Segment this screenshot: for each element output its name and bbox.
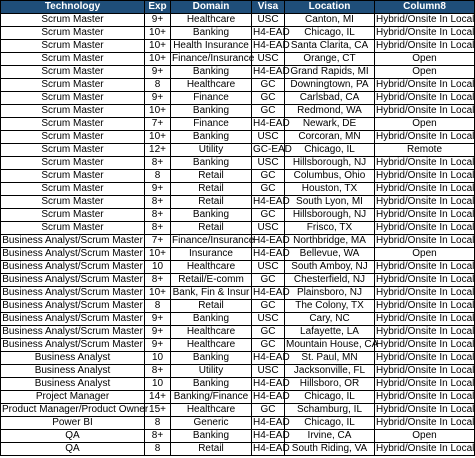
- cell-column8[interactable]: Open: [375, 53, 475, 66]
- cell-location[interactable]: Chicago, IL: [285, 391, 375, 404]
- table-row: [1, 105, 475, 118]
- cell-technology[interactable]: Scrum Master: [1, 66, 145, 79]
- cell-column8[interactable]: Hybrid/Onsite In Local: [376, 391, 475, 402]
- cell-column8[interactable]: Hybrid/Onsite In Local: [376, 27, 475, 38]
- cell-technology[interactable]: Scrum Master: [1, 27, 145, 40]
- cell-visa[interactable]: GC: [252, 339, 285, 352]
- cell-visa[interactable]: GC: [252, 274, 285, 287]
- cell-domain[interactable]: Healthcare: [171, 261, 252, 274]
- cell-exp[interactable]: 8+: [145, 209, 171, 222]
- cell-visa[interactable]: GC: [252, 170, 285, 183]
- cell-column8[interactable]: Hybrid/Onsite In Local: [376, 170, 475, 181]
- cell-domain[interactable]: Banking: [171, 105, 252, 118]
- cell-visa[interactable]: GC: [252, 183, 285, 196]
- cell-column8[interactable]: Hybrid/Onsite In Local: [376, 222, 475, 233]
- cell-visa[interactable]: USC: [252, 365, 285, 378]
- cell-domain[interactable]: Healthcare: [171, 79, 252, 92]
- cell-location[interactable]: Bellevue, WA: [285, 248, 375, 261]
- table-row: [1, 391, 475, 404]
- cell-domain[interactable]: Retail: [171, 222, 252, 235]
- table-row: [1, 339, 475, 352]
- cell-column8[interactable]: Hybrid/Onsite In Local: [376, 79, 475, 90]
- cell-exp[interactable]: 15+: [145, 404, 171, 417]
- cell-visa[interactable]: H4-EAD: [253, 287, 290, 298]
- table-row: [1, 222, 475, 235]
- cell-exp[interactable]: 9+: [145, 183, 171, 196]
- cell-technology[interactable]: Project Manager: [1, 391, 145, 404]
- cell-technology[interactable]: Business Analyst/Scrum Master: [2, 248, 143, 259]
- cell-exp[interactable]: 14+: [145, 391, 171, 404]
- cell-domain[interactable]: Healthcare: [171, 404, 252, 417]
- cell-exp[interactable]: 8+: [145, 222, 171, 235]
- cell-technology[interactable]: Business Analyst: [1, 365, 145, 378]
- table-row: [1, 40, 475, 53]
- cell-domain[interactable]: Retail: [171, 443, 252, 456]
- cell-technology[interactable]: Scrum Master: [1, 53, 145, 66]
- cell-visa[interactable]: USC: [252, 131, 285, 144]
- cell-column8[interactable]: Hybrid/Onsite In Local: [376, 40, 475, 51]
- cell-technology[interactable]: Business Analyst/Scrum Master: [2, 300, 143, 311]
- table-row: [1, 14, 475, 27]
- cell-location[interactable]: Hillsboro, OR: [285, 378, 375, 391]
- cell-location[interactable]: Columbus, Ohio: [285, 170, 375, 183]
- cell-visa[interactable]: H4-EAD: [253, 443, 290, 454]
- table-row: [1, 274, 475, 287]
- table-row: [1, 235, 475, 248]
- table-row: [1, 144, 475, 157]
- cell-domain[interactable]: Retail: [171, 300, 252, 313]
- table-row: [1, 53, 475, 66]
- cell-technology[interactable]: Scrum Master: [1, 40, 145, 53]
- cell-visa[interactable]: GC: [252, 105, 285, 118]
- cell-location[interactable]: South Riding, VA: [285, 443, 375, 456]
- cell-technology[interactable]: QA: [1, 443, 145, 456]
- column-header-exp[interactable]: Exp: [145, 1, 171, 14]
- cell-visa[interactable]: H4-EAD: [253, 196, 290, 207]
- cell-visa[interactable]: GC: [252, 326, 285, 339]
- cell-visa[interactable]: H4-EAD: [253, 391, 290, 402]
- cell-exp[interactable]: 9+: [145, 66, 171, 79]
- table-row: [1, 157, 475, 170]
- cell-technology[interactable]: Scrum Master: [1, 92, 145, 105]
- cell-technology[interactable]: Business Analyst: [1, 378, 145, 391]
- cell-exp[interactable]: 8: [145, 300, 171, 313]
- cell-visa[interactable]: H4-EAD: [253, 66, 290, 77]
- cell-exp[interactable]: 10+: [145, 40, 171, 53]
- cell-exp[interactable]: 10: [145, 261, 171, 274]
- cell-technology[interactable]: Business Analyst/Scrum Master: [2, 287, 143, 298]
- cell-exp[interactable]: 10+: [145, 287, 171, 300]
- cell-location[interactable]: Jacksonville, FL: [285, 365, 375, 378]
- cell-location[interactable]: Houston, TX: [285, 183, 375, 196]
- cell-technology[interactable]: Business Analyst/Scrum Master: [2, 274, 143, 285]
- column-header-technology[interactable]: Technology: [1, 1, 145, 14]
- cell-technology[interactable]: Scrum Master: [1, 170, 145, 183]
- table-body: [1, 14, 475, 456]
- cell-technology[interactable]: Scrum Master: [1, 209, 145, 222]
- cell-location[interactable]: Chicago, IL: [285, 144, 375, 157]
- cell-technology[interactable]: Business Analyst/Scrum Master: [2, 235, 143, 246]
- cell-column8[interactable]: Hybrid/Onsite In Local: [376, 443, 475, 454]
- cell-exp[interactable]: 10+: [145, 53, 171, 66]
- cell-column8[interactable]: Hybrid/Onsite In Local: [376, 92, 475, 103]
- cell-location[interactable]: Corcoran, MN: [285, 131, 375, 144]
- cell-exp[interactable]: 8: [145, 443, 171, 456]
- cell-domain[interactable]: Finance/Insurance: [172, 235, 255, 246]
- cell-visa[interactable]: H4-EAD: [253, 417, 290, 428]
- cell-location[interactable]: Downingtown, PA: [285, 79, 375, 92]
- table-row: [1, 118, 475, 131]
- cell-exp[interactable]: 9+: [145, 92, 171, 105]
- table-row: [1, 131, 475, 144]
- cell-domain[interactable]: Healthcare: [171, 14, 252, 27]
- cell-domain[interactable]: Utility: [171, 365, 252, 378]
- cell-visa[interactable]: GC-EAD: [253, 144, 292, 155]
- cell-domain[interactable]: Retail: [171, 183, 252, 196]
- cell-technology[interactable]: Business Analyst/Scrum Master: [2, 261, 143, 272]
- cell-column8[interactable]: Hybrid/Onsite In Local: [376, 131, 475, 142]
- cell-technology[interactable]: QA: [1, 430, 145, 443]
- cell-domain[interactable]: Banking: [171, 131, 252, 144]
- cell-technology[interactable]: Scrum Master: [1, 118, 145, 131]
- cell-column8[interactable]: Hybrid/Onsite In Local: [376, 157, 475, 168]
- cell-column8[interactable]: Hybrid/Onsite In Local: [376, 313, 475, 324]
- cell-column8[interactable]: Hybrid/Onsite In Local: [376, 365, 475, 376]
- cell-visa[interactable]: GC: [252, 404, 285, 417]
- cell-location[interactable]: Plainsboro, NJ: [285, 287, 375, 300]
- cell-exp[interactable]: 8+: [145, 157, 171, 170]
- cell-exp[interactable]: 12+: [145, 144, 171, 157]
- cell-column8[interactable]: Hybrid/Onsite In Local: [376, 417, 475, 428]
- cell-location[interactable]: South Lyon, MI: [285, 196, 375, 209]
- cell-location[interactable]: Redmond, WA: [285, 105, 375, 118]
- cell-visa[interactable]: GC: [252, 209, 285, 222]
- table-row: [1, 27, 475, 40]
- cell-domain[interactable]: Banking: [171, 313, 252, 326]
- cell-location[interactable]: Hillsborough, NJ: [285, 209, 375, 222]
- cell-location[interactable]: Santa Clarita, CA: [285, 40, 375, 53]
- table-row: [1, 300, 475, 313]
- cell-technology[interactable]: Business Analyst/Scrum Master: [2, 339, 143, 350]
- cell-location[interactable]: Schamburg, IL: [285, 404, 375, 417]
- cell-exp[interactable]: 10+: [145, 27, 171, 40]
- cell-technology[interactable]: Business Analyst: [1, 352, 145, 365]
- cell-domain[interactable]: Healthcare: [171, 326, 252, 339]
- cell-column8[interactable]: Open: [375, 66, 475, 79]
- cell-domain[interactable]: Retail: [171, 170, 252, 183]
- cell-technology[interactable]: Scrum Master: [1, 183, 145, 196]
- cell-exp[interactable]: 10+: [145, 248, 171, 261]
- column-header-domain[interactable]: Domain: [171, 1, 252, 14]
- cell-exp[interactable]: 10+: [145, 131, 171, 144]
- cell-domain[interactable]: Banking: [171, 27, 252, 40]
- cell-column8[interactable]: Hybrid/Onsite In Local: [376, 235, 475, 246]
- cell-domain[interactable]: Banking: [171, 66, 252, 79]
- cell-visa[interactable]: USC: [252, 222, 285, 235]
- cell-location[interactable]: Cary, NC: [285, 313, 375, 326]
- cell-domain[interactable]: Banking: [171, 352, 252, 365]
- cell-domain[interactable]: Finance/Insurance: [172, 53, 255, 64]
- cell-domain[interactable]: Utility: [171, 144, 252, 157]
- cell-column8[interactable]: Hybrid/Onsite In Local: [376, 196, 475, 207]
- cell-technology[interactable]: Scrum Master: [1, 222, 145, 235]
- cell-location[interactable]: Newark, DE: [285, 118, 375, 131]
- cell-exp[interactable]: 8: [145, 170, 171, 183]
- cell-domain[interactable]: Finance: [171, 118, 252, 131]
- cell-column8[interactable]: Hybrid/Onsite In Local: [376, 326, 475, 337]
- cell-column8[interactable]: Open: [375, 118, 475, 131]
- cell-location[interactable]: Hillsborough, NJ: [285, 157, 375, 170]
- cell-exp[interactable]: 7+: [145, 235, 171, 248]
- table-row: [1, 430, 475, 443]
- cell-location[interactable]: St. Paul, MN: [285, 352, 375, 365]
- cell-exp[interactable]: 10+: [145, 105, 171, 118]
- cell-domain[interactable]: Retail/E-comm: [171, 274, 252, 287]
- cell-technology[interactable]: Scrum Master: [1, 105, 145, 118]
- cell-exp[interactable]: 9+: [145, 326, 171, 339]
- cell-column8[interactable]: Open: [375, 248, 475, 261]
- cell-visa[interactable]: H4-EAD: [253, 378, 290, 389]
- cell-column8[interactable]: Hybrid/Onsite In Local: [376, 274, 475, 285]
- cell-domain[interactable]: Banking/Finance: [171, 391, 252, 404]
- table-header: [1, 1, 475, 14]
- cell-location[interactable]: Orange, CT: [285, 53, 375, 66]
- table-row: [1, 287, 475, 300]
- table-row: [1, 365, 475, 378]
- column-header-visa[interactable]: Visa: [252, 1, 285, 14]
- cell-column8[interactable]: Hybrid/Onsite In Local: [376, 300, 475, 311]
- cell-location[interactable]: South Amboy, NJ: [285, 261, 375, 274]
- table-row: [1, 443, 475, 456]
- table-row: [1, 92, 475, 105]
- table-row: [1, 66, 475, 79]
- table-row: [1, 417, 475, 430]
- cell-exp[interactable]: 9+: [145, 339, 171, 352]
- cell-technology[interactable]: Business Analyst/Scrum Master: [2, 326, 143, 337]
- table-row: [1, 183, 475, 196]
- cell-visa[interactable]: USC: [252, 313, 285, 326]
- cell-column8[interactable]: Hybrid/Onsite In Local: [376, 209, 475, 220]
- cell-column8[interactable]: Open: [375, 430, 475, 443]
- cell-exp[interactable]: 8+: [145, 430, 171, 443]
- cell-domain[interactable]: Health Insurance: [171, 40, 252, 53]
- cell-domain[interactable]: Healthcare: [171, 339, 252, 352]
- table-row: [1, 404, 475, 417]
- cell-domain[interactable]: Banking: [171, 430, 252, 443]
- cell-visa[interactable]: USC: [252, 53, 285, 66]
- cell-exp[interactable]: 8+: [145, 274, 171, 287]
- cell-column8[interactable]: Hybrid/Onsite In Local: [376, 14, 475, 25]
- cell-visa[interactable]: USC: [252, 14, 285, 27]
- cell-visa[interactable]: H4-EAD: [253, 40, 290, 51]
- cell-column8[interactable]: Hybrid/Onsite In Local: [376, 287, 475, 298]
- cell-column8[interactable]: Hybrid/Onsite In Local: [376, 261, 475, 272]
- column-header-location[interactable]: Location: [285, 1, 375, 14]
- cell-location[interactable]: Frisco, TX: [285, 222, 375, 235]
- cell-visa[interactable]: H4-EAD: [253, 248, 290, 259]
- cell-location[interactable]: Northbridge, MA: [285, 235, 375, 248]
- cell-visa[interactable]: H4-EAD: [253, 235, 290, 246]
- cell-technology[interactable]: Business Analyst/Scrum Master: [2, 313, 143, 324]
- cell-exp[interactable]: 8: [145, 417, 171, 430]
- cell-visa[interactable]: H4-EAD: [253, 118, 290, 129]
- cell-technology[interactable]: Scrum Master: [1, 79, 145, 92]
- cell-domain[interactable]: Bank, Fin & Insur: [171, 287, 252, 300]
- cell-column8[interactable]: Remote: [375, 144, 475, 157]
- cell-location[interactable]: Chicago, IL: [285, 27, 375, 40]
- cell-visa[interactable]: GC: [252, 300, 285, 313]
- table-row: [1, 248, 475, 261]
- header-row: [1, 1, 475, 14]
- table-row: [1, 261, 475, 274]
- cell-exp[interactable]: 9+: [145, 14, 171, 27]
- cell-visa[interactable]: H4-EAD: [253, 352, 290, 363]
- table-row: [1, 196, 475, 209]
- table-row: [1, 209, 475, 222]
- table-row: [1, 313, 475, 326]
- cell-location[interactable]: Chesterfield, NJ: [285, 274, 375, 287]
- cell-technology[interactable]: Scrum Master: [1, 131, 145, 144]
- cell-location[interactable]: Chicago, IL: [285, 417, 375, 430]
- cell-exp[interactable]: 10: [145, 378, 171, 391]
- cell-exp[interactable]: 7+: [145, 118, 171, 131]
- cell-column8[interactable]: Hybrid/Onsite In Local: [376, 378, 475, 389]
- cell-location[interactable]: Carlsbad, CA: [285, 92, 375, 105]
- cell-visa[interactable]: USC: [252, 261, 285, 274]
- cell-domain[interactable]: Insurance: [171, 248, 252, 261]
- table-row: [1, 326, 475, 339]
- cell-exp[interactable]: 8+: [145, 196, 171, 209]
- cell-technology[interactable]: Scrum Master: [1, 157, 145, 170]
- cell-visa[interactable]: USC: [252, 157, 285, 170]
- cell-location[interactable]: Canton, MI: [285, 14, 375, 27]
- cell-column8[interactable]: Hybrid/Onsite In Local: [376, 352, 475, 363]
- cell-visa[interactable]: GC: [252, 79, 285, 92]
- cell-exp[interactable]: 8: [145, 79, 171, 92]
- cell-visa[interactable]: H4-EAD: [253, 430, 290, 441]
- table-row: [1, 378, 475, 391]
- cell-technology[interactable]: Power BI: [1, 417, 145, 430]
- cell-location[interactable]: Mountain House, CA: [286, 339, 379, 350]
- cell-column8[interactable]: Hybrid/Onsite In Local: [376, 404, 475, 415]
- table-row: [1, 79, 475, 92]
- cell-domain[interactable]: Banking: [171, 378, 252, 391]
- cell-exp[interactable]: 9+: [145, 313, 171, 326]
- cell-domain[interactable]: Retail: [171, 196, 252, 209]
- cell-location[interactable]: Lafayette, LA: [285, 326, 375, 339]
- cell-visa[interactable]: H4-EAD: [253, 27, 290, 38]
- cell-column8[interactable]: Hybrid/Onsite In Local: [376, 183, 475, 194]
- cell-location[interactable]: The Colony, TX: [285, 300, 375, 313]
- cell-column8[interactable]: Hybrid/Onsite In Local: [376, 105, 475, 116]
- cell-location[interactable]: Irvine, CA: [285, 430, 375, 443]
- cell-technology[interactable]: Scrum Master: [1, 14, 145, 27]
- cell-domain[interactable]: Banking: [171, 157, 252, 170]
- column-header-column8[interactable]: Column8: [375, 1, 475, 14]
- table-row: [1, 352, 475, 365]
- cell-technology[interactable]: Product Manager/Product Owner: [2, 404, 149, 415]
- cell-location[interactable]: Grand Rapids, MI: [285, 66, 375, 79]
- cell-domain[interactable]: Banking: [171, 209, 252, 222]
- table-row: [1, 170, 475, 183]
- cell-technology[interactable]: Scrum Master: [1, 196, 145, 209]
- cell-exp[interactable]: 8+: [145, 365, 171, 378]
- cell-exp[interactable]: 10: [145, 352, 171, 365]
- cell-domain[interactable]: Finance: [171, 92, 252, 105]
- cell-domain[interactable]: Generic: [171, 417, 252, 430]
- cell-visa[interactable]: GC: [252, 92, 285, 105]
- cell-column8[interactable]: Hybrid/Onsite In Local: [376, 339, 475, 350]
- cell-technology[interactable]: Scrum Master: [1, 144, 145, 157]
